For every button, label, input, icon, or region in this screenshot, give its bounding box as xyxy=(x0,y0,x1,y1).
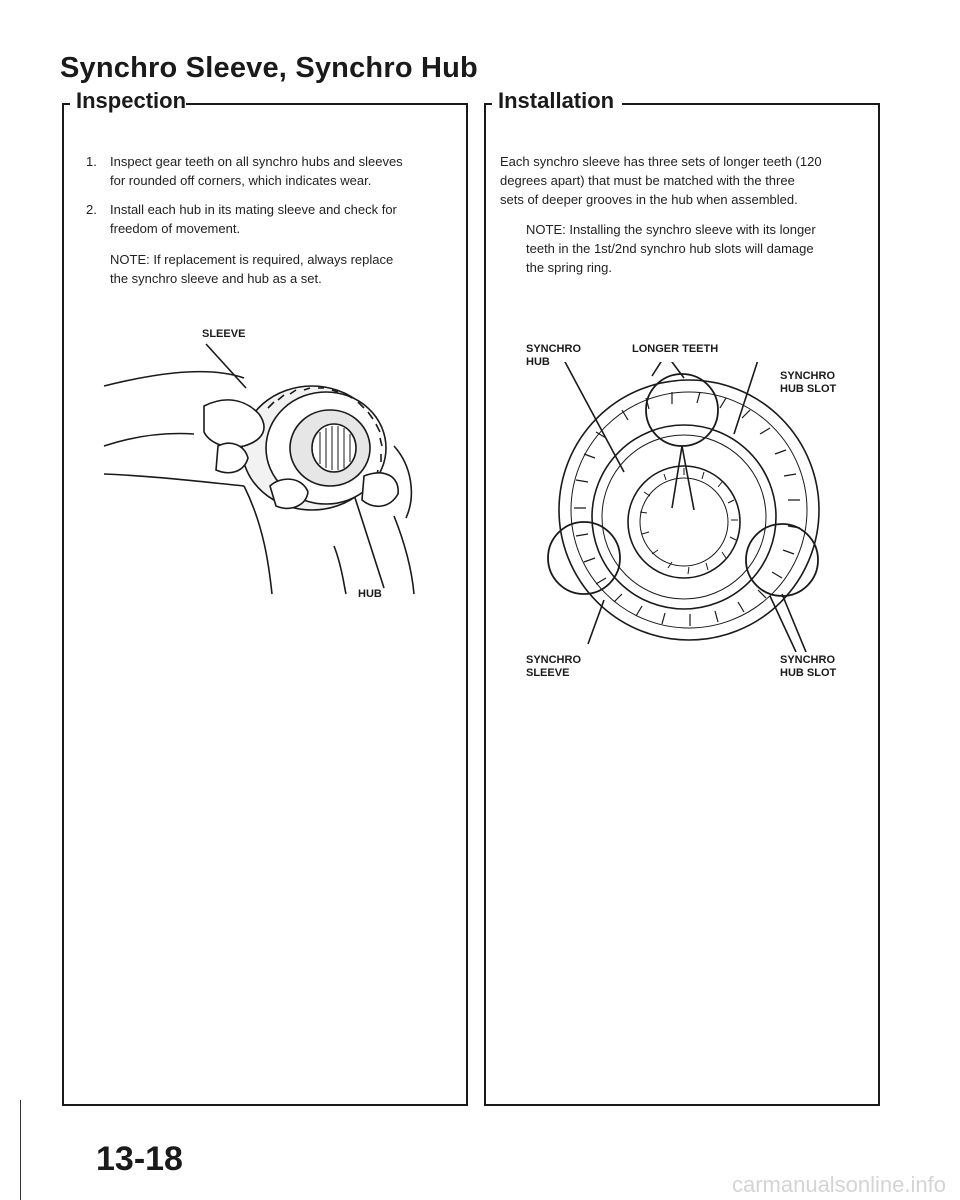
synchro-hub-slot-label: HUB SLOT xyxy=(780,383,837,395)
synchro-sleeve-label: SYNCHRO xyxy=(526,654,582,666)
installation-para-line: degrees apart) that must be matched with the three xyxy=(500,173,795,188)
installation-para-line: sets of deeper grooves in the hub when assembled. xyxy=(500,192,798,207)
page-number: 13-18 xyxy=(96,1140,183,1178)
step-number: 1. xyxy=(86,154,97,169)
longer-teeth-label: LONGER TEETH xyxy=(632,343,719,355)
synchro-hub-label: SYNCHRO xyxy=(526,343,582,355)
hub-label: HUB xyxy=(358,588,382,600)
step-text-line: freedom of movement. xyxy=(110,221,241,236)
installation-note-line: NOTE: Installing the synchro sleeve with its longer xyxy=(526,222,816,237)
inspection-note-line: NOTE: If replacement is required, always replace xyxy=(110,252,394,267)
installation-note-line: the spring ring. xyxy=(526,260,612,275)
synchro-hub-slot-label: HUB SLOT xyxy=(780,667,837,679)
synchro-hub-label: HUB xyxy=(526,356,550,368)
synchro-hub-slot-label: SYNCHRO xyxy=(780,654,836,666)
watermark: carmanualsonline.info xyxy=(731,1172,946,1197)
inspection-note-line: the synchro sleeve and hub as a set. xyxy=(110,271,322,286)
installation-note-line: teeth in the 1st/2nd synchro hub slots will damage xyxy=(526,241,814,256)
inspection-section xyxy=(62,88,468,1106)
page-title: Synchro Sleeve, Synchro Hub xyxy=(60,52,478,84)
installation-section xyxy=(484,88,880,1106)
hand-holding-hub-illustration xyxy=(94,336,454,596)
binding-line xyxy=(20,1100,21,1200)
step-text-line: Install each hub in its mating sleeve and check for xyxy=(110,202,397,217)
synchro-sleeve-label: SLEEVE xyxy=(526,667,570,679)
step-text-line: Inspect gear teeth on all synchro hubs and sleeves xyxy=(110,154,403,169)
synchro-hub-slot-label: SYNCHRO xyxy=(780,370,836,382)
step-number: 2. xyxy=(86,202,97,217)
inspection-heading: Inspection xyxy=(76,88,190,114)
synchro-hub-sleeve-diagram xyxy=(544,362,837,652)
installation-heading: Installation xyxy=(498,88,618,114)
installation-para-line: Each synchro sleeve has three sets of longer teeth (120 xyxy=(500,154,822,169)
sleeve-label: SLEEVE xyxy=(202,328,246,340)
step-text-line: for rounded off corners, which indicates wear. xyxy=(110,173,372,188)
